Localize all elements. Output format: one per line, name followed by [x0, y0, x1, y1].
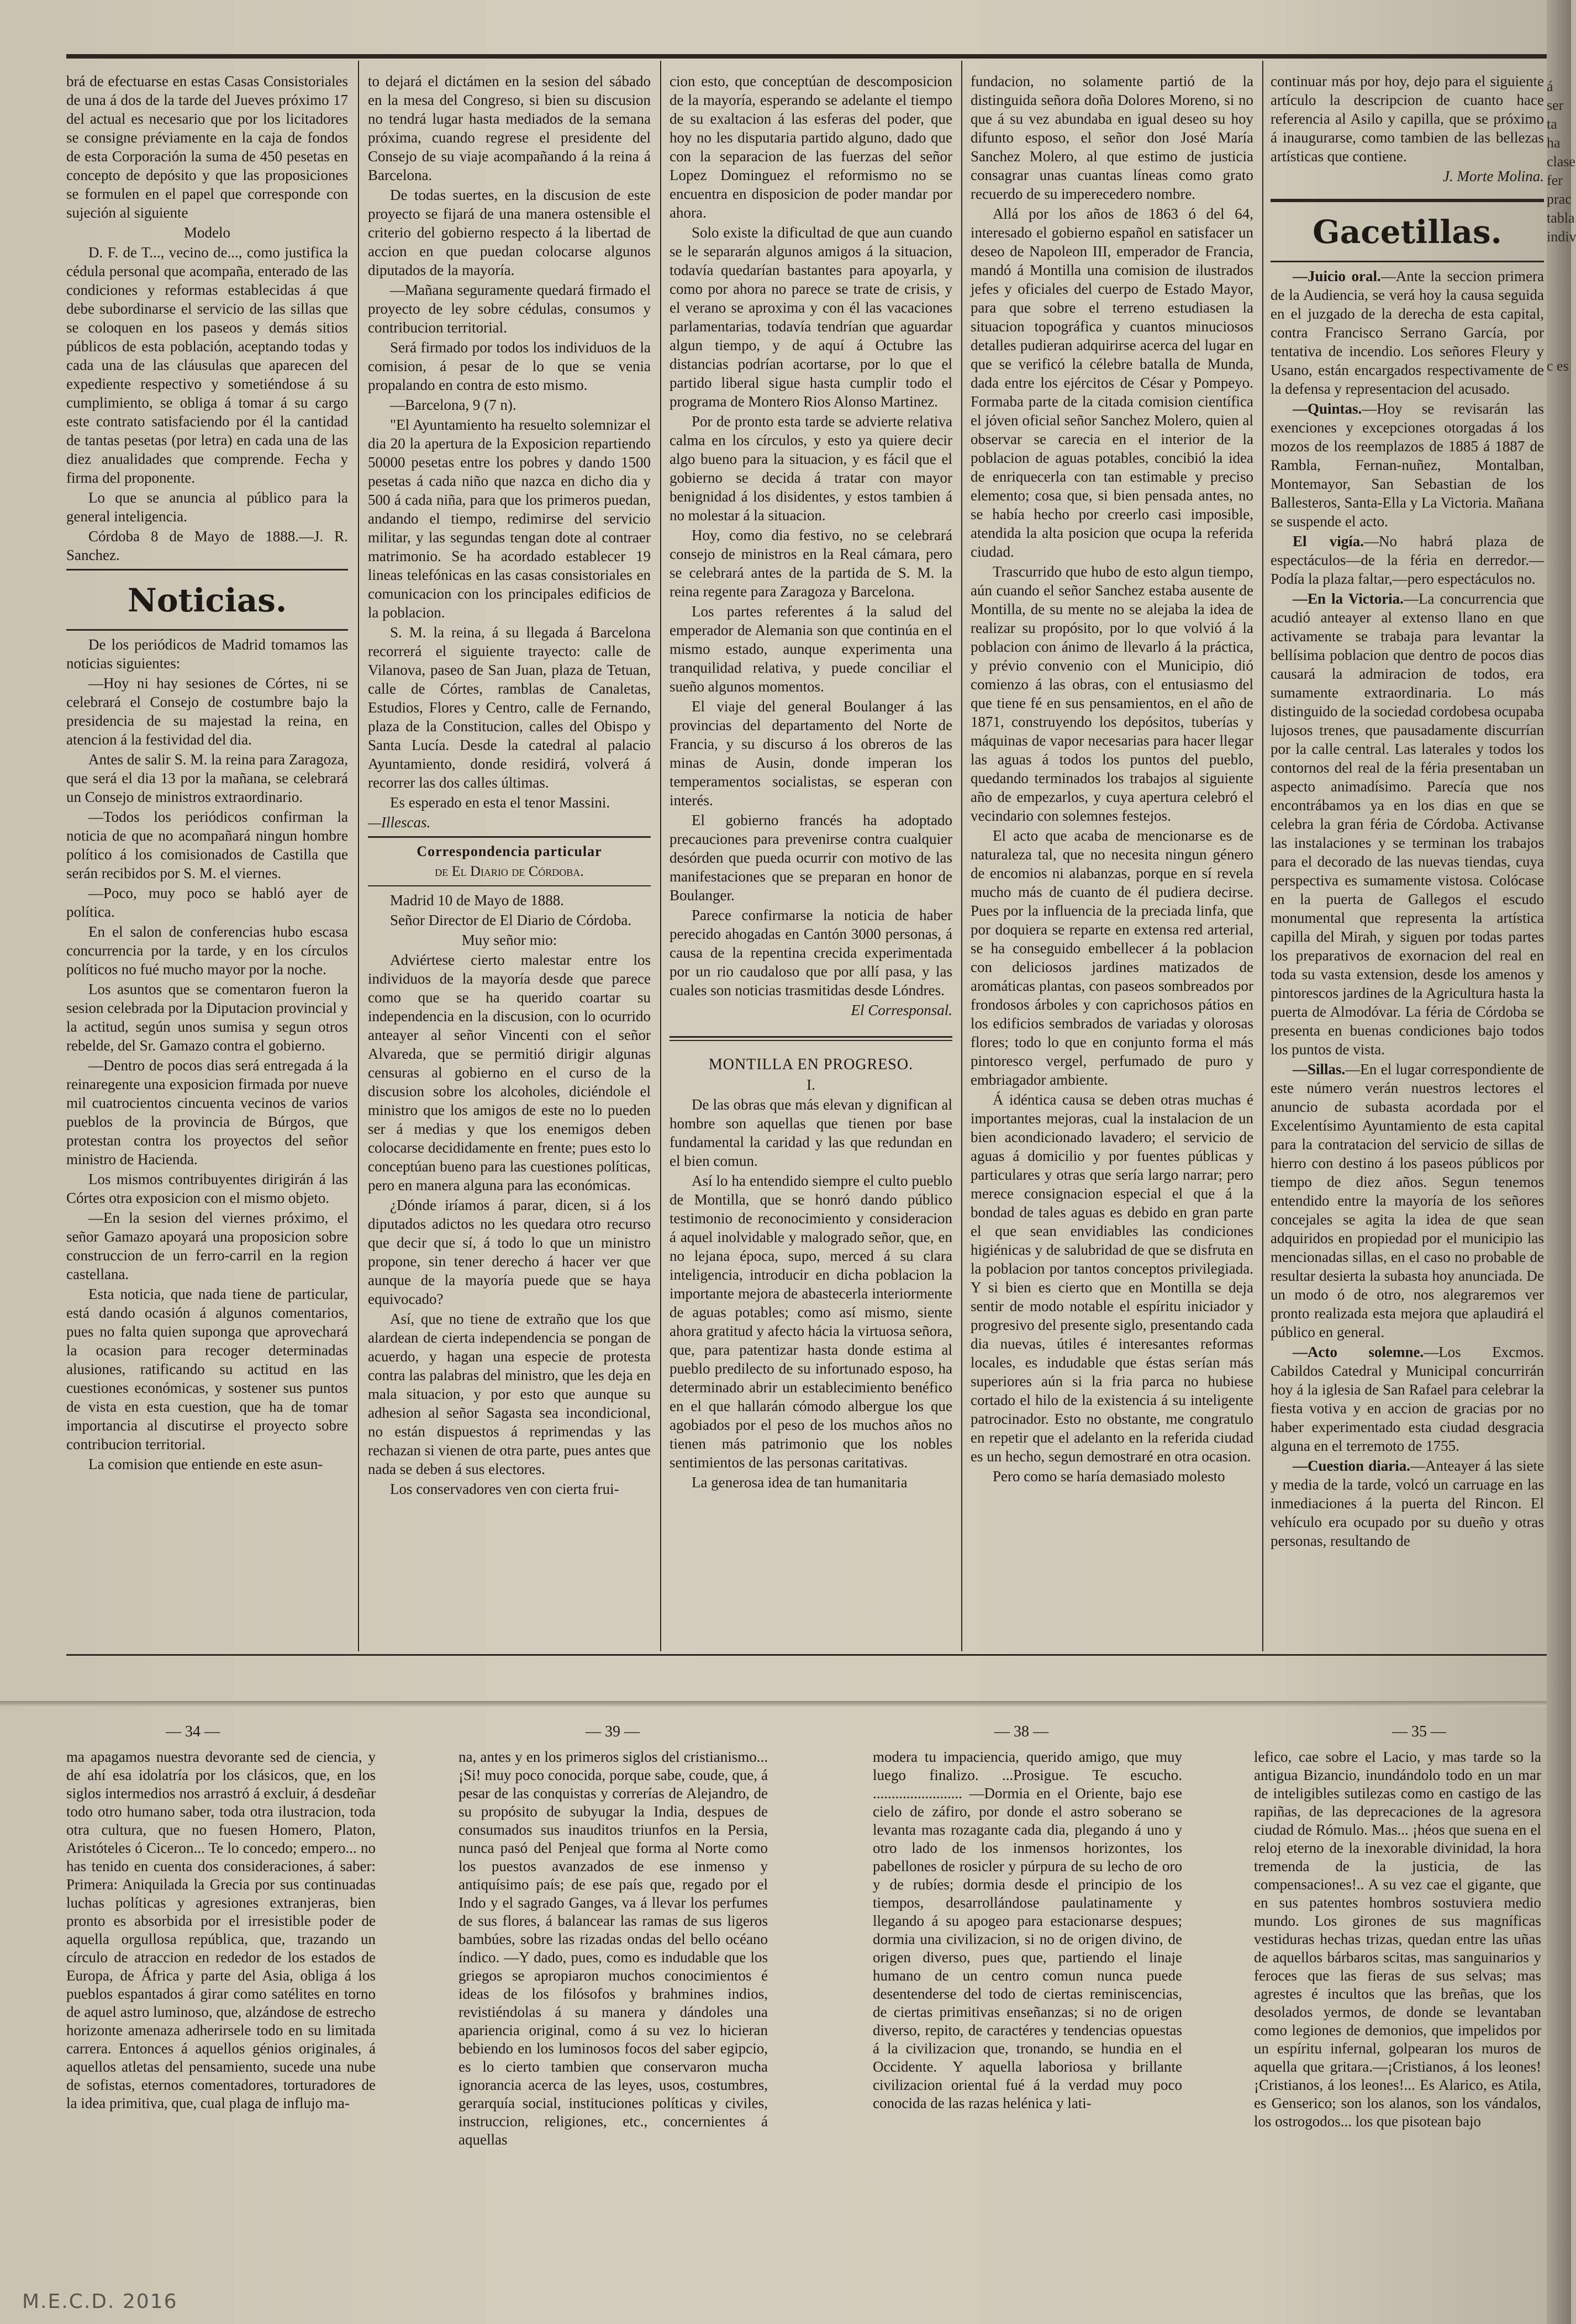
- edge-line: ta ha: [1547, 116, 1561, 151]
- article-paragraph: Trascurrido que hubo de esto algun tiempo, aún cuando el señor Sanchez estaba ausente de Montilla, de su mente no se alejaba la idea de realizar su propósito, por lo que volvió á la poblacion con ánimo de llevarlo á la práctica, y prévio convenio con el Municipio, dió comienzo á las obras, con el entusiasmo del que tiene fé en sus pensamientos, en el año de 1871, construyendo los depósitos, tuberías y máquinas de vapor necesarias para hacer llegar las aguas á todos los puntos del pueblo, quedando terminados los trabajos al siguiente año de empezarlos, y cuya apertura celebró el vecindario con solemnes festejos.: [971, 563, 1253, 824]
- section-divider: [670, 1036, 952, 1041]
- section-divider: [1271, 261, 1544, 262]
- gacetilla-text: —En el lugar correspondiente de este número verán nuestros lectores el anuncio de subasta acordada por el Excelentísimo Ayuntamiento de esta capital para la contratacion del servicio de sillas de hierro con destino á los paseos públicos por tiempo de diez años. Segun tenemos entendido entre la mayoría de los señores concejales se agita la idea de que sean adquiridos en propiedad por el municipio las mencionadas sillas, en el caso no probable de resultar desierta la subasta hoy anunciada. De un modo ó de otro, nos alegraremos ver pronto realizada esta mejora que aplaudirá el público en general.: [1271, 1061, 1544, 1340]
- serial-text: ma apagamos nuestra devorante sed de ciencia, y de ahí esa idolatría por los clásicos, que, en los siglos intermedios nos arrastró á excluir, á desdeñar todo otro humano saber, toda otra ilustracion, toda otra cultura, que no fuesen Homero, Platon, Aristóteles ó Ciceron... Te lo concedo; empero... no has tenido en cuenta dos consideraciones, á saber: Primera: Aniquilada la Grecia por sus continuadas luchas políticas y agresiones extranjeras, bien pronto es absorbida por el irresistible poder de aquella orgullosa república, que, trazando un círculo de atraccion en rededor de los estados de Europa, de África y parte del Asia, obliga á los pueblos espantados á girar como satélites en torno de aquel astro luminoso, que, alzándose de estrecho horizonte amenaza adherirsele todo en su limitada carrera. Entonces á aquellos génios originales, á aquellos atletas del pensamiento, sucede una nube de sofistas, eternos comentadores, torturadores de la idea primitiva, que, cual plaga de influjo ma-: [66, 1749, 376, 2111]
- column-divider: [1262, 61, 1263, 1651]
- edge-line: c es: [1547, 358, 1569, 374]
- letter-paragraph: Parece confirmarse la noticia de haber perecido ahogadas en Cantón 3000 personas, á causa de la repentina crecida experimentada por un rio caudaloso que por allí pasa, y las cuales son noticias trasmitidas desde Lóndres.: [670, 907, 952, 999]
- modelo-label: Modelo: [184, 224, 230, 241]
- section-divider: [368, 836, 651, 838]
- edge-line: á ser: [1547, 78, 1564, 113]
- column-3: [670, 72, 952, 1651]
- serial-column-1: [66, 1748, 376, 2256]
- gacetilla-text: —Los Excmos. Cabildos Catedral y Municipal concurrirán hoy á la iglesia de San Rafael para celebrar la fiesta votiva y en accion de gracias por no haber experimentado esta ciudad desgracia alguna en el terremoto de 1755.: [1271, 1344, 1544, 1454]
- montilla-heading: MONTILLA EN PROGRESO.: [708, 1056, 914, 1073]
- article-paragraph: fundacion, no solamente partió de la distinguida señora doña Dolores Moreno, si no que á su vez abundaba en igual deseo su hoy difunto esposo, el señor don José María Sanchez Molero, al que estimo de justicia consagrar unas cuantas líneas como grato recuerdo de su imperecedero nombre.: [971, 73, 1253, 202]
- correspondent-signature: El Corresponsal.: [851, 1002, 952, 1018]
- letter-paragraph: Los partes referentes á la salud del emperador de Alemania son que continúa en el mismo estado, aunque experimenta una tranquilidad relativa, y puede conciliar el sueño algunos momentos.: [670, 603, 952, 695]
- page-fold: [0, 1701, 1571, 1707]
- news-paragraph: —Hoy ni hay sesiones de Córtes, ni se celebrará el Consejo de costumbre bajo la presidencia de su majestad la reina, en atencion á la festividad del dia.: [66, 675, 348, 748]
- letter-paragraph: Hoy, como dia festivo, no se celebrará consejo de ministros en la Real cámara, pero se celebrará antes de la partida de S. M. la reina regente para Zaragoza y Barcelona.: [670, 527, 952, 600]
- news-paragraph: —Dentro de pocos dias será entregada á la reinaregente una exposicion firmada por nueve mil cuatrocientos cincuenta vecinos de varios pueblos de la provincia de Búrgos, que protestan contra los proyectos del señor ministro de Hacienda.: [66, 1057, 348, 1168]
- news-paragraph: —Barcelona, 9 (7 n).: [390, 397, 516, 413]
- letter-date: Madrid 10 de Mayo de 1888.: [390, 892, 564, 909]
- auction-model-text: D. F. de T..., vecino de..., como justifica la cédula personal que acompaña, enterado de las condiciones y reformas establecidas á que debe subordinarse el servicio de las sillas que se coloquen en los paseos y demás sitios públicos de esta población, aceptando todas y cada una de las cláusulas que aparecen del expediente respectivo y sometiéndose á su cumplimiento, se obliga á tomar á su cargo este contrato satisfaciendo por él la cantidad de tantas pesetas (por letra) en cada una de las diez anualidades que comprende. Fecha y firma del proponente.: [66, 244, 348, 486]
- gacetilla-text: —Hoy se revisarán las exenciones y excepciones otorgadas á los mozos de los reemplazos de 1885 á 1887 de Rambla, Fernan-nuñez, Montalban, Montemayor, San Sebastian de los Ballesteros, Santa-Ella y La Victoria. Mañana se suspende el acto.: [1271, 400, 1544, 530]
- column-divider: [660, 61, 661, 1651]
- gacetilla-lead: —En la Victoria.: [1293, 590, 1404, 607]
- adjacent-page-text: [1547, 77, 1576, 376]
- article-paragraph: De las obras que más elevan y dignifican al hombre son aquellas que tienen por base fundamental la caridad y las que redundan en el bien comun.: [670, 1096, 952, 1169]
- news-paragraph: Los mismos contribuyentes dirigirán á las Córtes otra exposicion con el mismo objeto.: [66, 1171, 348, 1206]
- letter-paragraph: cion esto, que conceptúan de descomposicion de la mayoría, esperando se adelante el tiempo de su exaltacion á las esferas del poder, que hoy no les disputaria partido alguno, dado que con la separacion de las fuerzas del señor Lopez Dominguez el reformismo no se encuentra en disposicion de poder mandar por ahora.: [670, 73, 952, 221]
- gacetilla-lead: —Acto solemne.: [1293, 1344, 1424, 1360]
- auction-notice-text: brá de efectuarse en estas Casas Consistoriales de una á dos de la tarde del Jueves próximo 17 del actual es necesario que por los licitadores se consigne préviamente en la caja de fondos de esta Corporación la suma de 450 pesetas en concepto de depósito y que las proposiciones se formulen en el papel que corresponde con sujeción al siguiente: [66, 73, 348, 221]
- gacetilla-text: —No habrá plaza de espectáculos—de la féria en derredor.—Podía la plaza faltar,—pero espectáculos no.: [1271, 533, 1544, 587]
- news-paragraph: Es esperado en esta el tenor Massini.: [390, 794, 610, 811]
- letter-paragraph: ¿Dónde iríamos á parar, dicen, si á los diputados adictos no les quedara otro recurso que decir que sí, á todo lo que un ministro propone, sin tener derecho á hacer ver que aunque de la mayoría puede que se haya equivocado?: [368, 1197, 651, 1307]
- gacetilla-lead: —Sillas.: [1293, 1061, 1346, 1078]
- news-paragraph: Será firmado por todos los individuos de la comision, á pesar de lo que se venia propalando en contra de esto mismo.: [368, 339, 651, 393]
- gacetillas-heading: Gacetillas.: [1313, 213, 1502, 251]
- section-divider: [368, 885, 651, 886]
- letter-paragraph: Por de pronto esta tarde se advierte relativa calma en los círculos, y esto ya quiere decir algo bueno para la situacion, y es fácil que el gobierno se decida á tratar con mayor benignidad á los disidentes, y estos tambien á no molestar á la situacion.: [670, 413, 952, 524]
- news-paragraph: to dejará el dictámen en la sesion del sábado en la mesa del Congreso, si bien su discusion no tendrá lugar hasta mediados de la semana próxima, cuando regrese el presidente del Consejo de su viaje acompañando á la reina á Barcelona.: [368, 73, 651, 183]
- news-paragraph: Antes de salir S. M. la reina para Zaragoza, que será el dia 13 por la mañana, se celebrará un Consejo de ministros extraordinario.: [66, 751, 348, 805]
- article-paragraph: Allá por los años de 1863 ó del 64, interesado el gobierno español en satisfacer un deseo de Napoleon III, emperador de Francia, mandó á Montilla una comision de ilustrados jefes y oficiales del cuerpo de Estado Mayor, para que sobre el terreno estudiasen la situacion topográfica y cuantos minuciosos detalles pudieran adquirirse acerca del lugar en que se verificó la célebre batalla de Munda, dada entre los ejércitos de César y Pompeyo. Formaba parte de la citada comision científica el jóven oficial señor Sanchez Molero, quien al observar se carecia en el interior de la poblacion de aguas potables, concibió la idea de enriquecerla con tan estimable y preciso elemento; cosa que, si bien pensada antes, no se había hecho por creerlo casi imposible, atendida la alta posicion que ocupa la referida ciudad.: [971, 205, 1253, 560]
- serial-column-2: [458, 1748, 768, 2256]
- correspondence-subheading: de El Diario de Córdoba.: [435, 863, 584, 879]
- gacetilla-lead: —Cuestion diaria.: [1293, 1457, 1410, 1474]
- auction-notice-signature: Córdoba 8 de Mayo de 1888.—J. R. Sanchez.: [66, 528, 348, 563]
- montilla-part-number: I.: [807, 1076, 815, 1093]
- news-paragraph: De todas suertes, en la discusion de este proyecto se fijará de una manera ostensible el criterio del gobierno respecto á la libertad de accion en que puedan colocarse algunos diputados de la mayoría.: [368, 187, 651, 278]
- letter-paragraph: El viaje del general Boulanger á las provincias del departamento del Norte de Francia, y su discurso á los obreros de las minas de Ausin, donde imperan los temperamentos socialistas, se esperan con interés.: [670, 698, 952, 809]
- article-signature: J. Morte Molina.: [1443, 168, 1544, 184]
- news-signature: —Illescas.: [368, 814, 431, 831]
- letter-paragraph: El gobierno francés ha adoptado precauciones para prevenirse contra cualquier desórden que pueda ocurrir con motivo de las manifestaciones que se preparan en honor de Boulanger.: [670, 812, 952, 904]
- correspondence-heading: Correspondencia particular: [417, 843, 602, 859]
- section-divider: [66, 569, 348, 571]
- letter-salutation: Muy señor mio:: [461, 932, 557, 948]
- section-divider: [1271, 199, 1544, 202]
- letter-paragraph: Así, que no tiene de extraño que los que alardean de cierta independencia se pongan de acuerdo, y hagan una especie de protesta contra las palabras del ministro, que les deja en mala situacion, y por esto que aunque su adhesion al señor Sagasta sea incondicional, no están dispuestos á reprimendas y las rechazan si vienen de otra parte, pues antes que nada se deben á sus electores.: [368, 1311, 651, 1477]
- article-paragraph: Pero como se haría demasiado molesto: [993, 1468, 1225, 1485]
- edge-line: fer: [1547, 172, 1563, 188]
- edge-line: clase: [1547, 154, 1575, 170]
- news-paragraph: Los asuntos que se comentaron fueron la sesion celebrada por la Diputacion provincial y la actitud, según unos sumisa y segun otros rebelde, del Sr. Gamazo contra el gobierno.: [66, 981, 348, 1054]
- news-paragraph: —Poco, muy poco se habló ayer de política.: [66, 885, 348, 920]
- news-paragraph: De los periódicos de Madrid tomamos las noticias siguientes:: [66, 636, 348, 672]
- column-1: [66, 72, 348, 1651]
- serial-column-4: [1254, 1748, 1541, 2256]
- gacetilla-lead: El vigía.: [1293, 533, 1364, 550]
- page-number: — 39 —: [586, 1723, 640, 1740]
- article-paragraph: Á idéntica causa se deben otras muchas é importantes mejoras, cual la instalacion de un bien acondicionado lavadero; el servicio de aguas á domicilio y por fuentes públicas y particulares y otras que sería largo narrar; pero merece consignacion especial el que á la bondad de tales aguas es debido en gran parte el que sean envidiables las condiciones higiénicas y de salubridad de que se disfruta en la poblacion por tantos conceptos privilegiada. Y si bien es cierto que en Montilla se deja sentir de modo notable el espíritu iniciador y progresivo del presente siglo, presentando cada dia nuevas, útiles é interesantes reformas locales, es indudable que éstas serían más superiores aún si la fria parca no hubiese cortado el hilo de la existencia á su inteligente patrocinador. Esto no obstante, me congratulo en repetir que el adelanto en la referida ciudad es un hecho, segun demostraré en otra ocasion.: [971, 1091, 1253, 1465]
- letter-paragraph: Los conservadores ven con cierta frui-: [390, 1481, 619, 1497]
- news-paragraph: —Mañana seguramente quedará firmado el proyecto de ley sobre cédulas, consumos y contribucion territorial.: [368, 282, 651, 336]
- news-paragraph: "El Ayuntamiento ha resuelto solemnizar el dia 20 la apertura de la Exposicion repartiendo 50000 pesetas entre los pobres y dando 1500 pesetas á cada niño que nazca en dicho dia y 500 á cada niña, para que los primeros puedan, andando el tiempo, redimirse del servicio militar, y las segundas tengan dote al contraer matrimonio. Se ha acordado establecer 19 lineas telefónicas en las casas consistoriales en comunicacion con los principales edificios de la poblacion.: [368, 416, 651, 621]
- news-paragraph: —En la sesion del viernes próximo, el señor Gamazo apoyará una proposicion sobre construccion de un ferro-carril en la region castellana.: [66, 1209, 348, 1282]
- noticias-heading: Noticias.: [127, 582, 287, 619]
- digitization-mark: M.E.C.D. 2016: [22, 2290, 178, 2313]
- column-5: [1271, 72, 1544, 1651]
- column-4: [971, 72, 1253, 1651]
- serial-text: modera tu impaciencia, querido amigo, que muy luego finalizo. ...Prosigue. Te escucho. ........................ —Dormia en el Oriente, bajo ese cielo de záfiro, por donde el astro soberano se levanta mas rozagante cada dia, plegando á uno y otro lado de los inmensos horizontes, los pabellones de rosicler y púrpura de su lecho de oro y de rubíes; dormia desde el principio de los tiempos, desarrollándose paulatinamente y llegando á su apogeo para estacionarse despues; dormia una civilizacion, si no de origen divino, de origen diverso, pues que, partiendo el linaje humano de un centro comun nunca puede desentenderse del todo de ciertas reminiscencias, de ciertas primitivas enseñanzas; si no de origen diverso, repito, de caractéres y tendencias opuestas á la civilizacion que, tronando, se hundia en el Occidente. Y aquella laboriosa y brillante civilizacion oriental fué á la verdad muy poco conocida de las razas helénica y lati-: [873, 1749, 1182, 2111]
- auction-notice-closing: Lo que se anuncia al público para la general inteligencia.: [66, 489, 348, 525]
- page-number: — 34 —: [166, 1723, 220, 1740]
- news-paragraph: S. M. la reina, á su llegada á Barcelona recorrerá el siguiente trayecto: calle de Vilanova, paseo de San Juan, plaza de Tetuan, calle de Córtes, ramblas de Canaletas, Estudios, Flores y Centro, calle de Fernando, plaza de la Constitucion, calles del Obispo y Santa Lucía. Desde la catedral al palacio Ayuntamiento, donde residirá, volverá á recorrer las dos calles últimas.: [368, 624, 651, 791]
- article-paragraph: El acto que acaba de mencionarse es de naturaleza tal, que no necesita ningun género de encomios ni alabanzas, porque en sí revela mucho más de cuanto de él pudiera decirse. Pues por la influencia de la preciada linfa, que por doquiera se reparte en extensa red arterial, se ha conseguido embellecer á la poblacion con deliciosos jardines matizados de aromáticas plantas, con paseos sombreados por frondosos árboles y con caprichosos pátios en los edificios sembrados de variadas y olorosas flores; todo lo que en conjunto forma el más pintoresco vergel, perfumado de puro y embriagador ambiente.: [971, 827, 1253, 1088]
- bottom-rule: [66, 1654, 1547, 1656]
- news-paragraph: —Todos los periódicos confirman la noticia de que no acompañará ningun hombre político á los comisionados de Castilla que serán recibidos por S. M. el viernes.: [66, 809, 348, 881]
- letter-paragraph: Solo existe la dificultad de que aun cuando se le separarán algunos amigos á la situacion, todavía quedarían bastantes para apoyarla, y como por ahora no parece se trate de crisis, y el verano se aproxima y con él las vacaciones parlamentarias, todavía tendrían que aguardar algun tiempo, y de aquí á Octubre las distancias podrían acortarse, por lo que el partido liberal sigue hasta cumplir todo el programa de Montero Rios Alonso Martinez.: [670, 224, 952, 410]
- serial-column-3: [873, 1748, 1182, 2256]
- column-divider: [961, 61, 962, 1651]
- gacetilla-text: —Ante la seccion primera de la Audiencia, se verá hoy la causa seguida en el juzgado de la derecha de esta capital, contra Francisco Serrano García, por tentativa de incendio. Los señores Fleury y Usano, están encargados respectivamente de la defensa y representacion del acusado.: [1271, 268, 1544, 397]
- news-paragraph: En el salon de conferencias hubo escasa concurrencia por la tarde, y en los círculos políticos no fué mucho mayor por la noche.: [66, 923, 348, 978]
- news-paragraph: La comision que entiende en este asun-: [88, 1456, 323, 1472]
- letter-paragraph: Adviértese cierto malestar entre los individuos de la mayoría desde que parece como que se ha querido coartar su independencia en la discusion, con lo ocurrido anteayer al señor Vincenti con el señor Alvareda, que se permitió dirigir algunas censuras al gobierno en el curso de la discusion sobre los alcoholes, diciéndole el ministro que los amigos de este no lo pueden ser á medias y que los enemigos deben colocarse decididamente en frente; pues esto lo conceptúan bueno para las cuestiones políticas, pero en manera alguna para las económicas.: [368, 952, 651, 1193]
- section-divider: [66, 629, 348, 631]
- page-number: — 38 —: [994, 1723, 1048, 1740]
- news-paragraph: Esta noticia, que nada tiene de particular, está dando ocasión á algunos comentarios, pues no falta quien suponga que aprovechará la ocasion para recoger determinadas alusiones, ratificando su actitud en las cuestiones económicas, y sostener sus puntos de vista en esta cuestion, que ha de tomar importancia al discutirse el proyecto sobre contribucion territorial.: [66, 1286, 348, 1452]
- gacetilla-text: —La concurrencia que acudió anteayer al extenso llano en que activamente se trabaja para levantar la bellísima poblacion que dentro de pocos dias causará la admiracion de todos, era sumamente extraordinaria. Lo más distinguido de la sociedad cordobesa ocupaba lujosos trenes, que pausadamente discurrían por la calle central. Las laterales y todos los contornos del real de la féria presentaban un aspecto animadísimo. Parecía que nos encontrábamos ya en los dias en que se celebra la gran féria de Córdoba. Activanse las instalaciones y se terminan los trabajos para el decorado de las nuevas tiendas, cuya perspectiva es sumamente vistosa. Colócase en la puerta de Gallegos el escudo monumental que representa la artística capilla del Mirah, y siguen por todas partes los preparativos de exornacion del real en toda su vasta extension, desde los amenos y pintorescos jardines de la Agricultura hasta la puerta de Almodóvar. La féria de Córdoba se presenta en buenas condiciones bajo todos los puntos de vista.: [1271, 590, 1544, 1058]
- edge-line: indiv: [1547, 229, 1576, 245]
- edge-line: prac: [1547, 191, 1572, 207]
- article-paragraph: Así lo ha entendido siempre el culto pueblo de Montilla, que se honró dando público testimonio de reconocimiento y consideracion á aquel inolvidable y malogrado señor, que, en no lejana época, supo, merced á su clara inteligencia, introducir en dicha poblacion la importante mejora de abastecerla interiormente de aguas potables; como así mismo, siente ahora gratitud y afecto hácia la virtuosa señora, que, para patentizar hasta donde estima al pueblo predilecto de su infortunado esposo, ha determinado abrir un establecimiento benéfico en el que hallarán cómodo albergue los que agobiados por el peso de los muchos años no tienen más patrimonio que los nobles sentimientos de las personas caritativas.: [670, 1172, 952, 1471]
- top-rule: [66, 54, 1547, 59]
- page-number: — 35 —: [1392, 1723, 1446, 1740]
- column-2: [368, 72, 651, 1651]
- serial-text: na, antes y en los primeros siglos del cristianismo... ¡Si! muy poco conocida, porque sabe, coude, que, á pesar de las conquistas y correrías de Alejandro, de su propósito de subyugar la India, despues de consumados sus inauditos triunfos en la Persia, nunca pasó del Penjeal que forma al Norte como los puestos avanzados de ese inmenso y antiquísimo país; de ese país que, regado por el Indo y el sagrado Ganges, va á llevar los perfumes de sus flores, á balancear las ramas de sus ligeros bambúes, sobre las rizadas ondas del bello océano índico. —Y dado, pues, como es indudable que los griegos se apropiaron muchos conocimientos é ideas de los filósofos y brahmines indios, revistiéndolas á su manera y dándoles una apariencia original, como á su vez lo hicieran bebiendo en los luminosos focos del saber egipcio, es lo cierto tambien que conservaron mucha ignorancia acerca de las leyes, usos, costumbres, gerarquía social, instituciones políticas y civiles, instruccion, religiones, etc., concernientes á aquellas: [458, 1749, 768, 2148]
- edge-line: tabla: [1547, 210, 1575, 226]
- column-divider: [358, 61, 359, 1651]
- gacetilla-lead: —Quintas.: [1293, 400, 1362, 417]
- gacetilla-lead: —Juicio oral.: [1293, 268, 1381, 284]
- article-paragraph: continuar más por hoy, dejo para el siguiente artículo la descripcion de cuanto hace referencia al Asilo y capilla, que se próximo á inaugurarse, como tambien de las bellezas artísticas que contiene.: [1271, 73, 1544, 165]
- letter-addressee: Señor Director de El Diario de Córdoba.: [390, 912, 632, 928]
- gacetilla-text: —Anteayer á las siete y media de la tarde, volcó un carruage en las inmediaciones á la puerta del Rincon. El vehículo era ocupado por su dueño y otras personas, resultando de: [1271, 1457, 1544, 1549]
- article-paragraph: La generosa idea de tan humanitaria: [692, 1474, 908, 1491]
- serial-text: lefico, cae sobre el Lacio, y mas tarde so la antigua Bizancio, inundándolo todo en un mar de inteligibles sutilezas como en castigo de las rapiñas, de las deprecaciones de la agresora ciudad de Rómulo. Mas... ¡héos que suena en el reloj eterno de la inexorable divinidad, la hora tremenda de la justicia, de las compensaciones!.. A su vez cae el gigante, que en sus patentes hombros sostuviera medio mundo. Los girones de sus magníficas vestiduras hechas trizas, quedan entre las uñas de aquellos bárbaros scitas, mas sanguinarios y feroces que las fieras de sus selvas; mas agrestes é incultos que las breñas, que los desolados yermos, de donde se levantaban como legiones de demonios, que impelidos por un espíritu infernal, golpearan los muros de aquella que gritara.—¡Cristianos, á los leones! ¡Cristianos, á los leones!... Es Alarico, es Atila, es Genserico; son los alanos, son los vándalos, los ostrogodos... los que pisotean bajo: [1254, 1749, 1541, 2130]
